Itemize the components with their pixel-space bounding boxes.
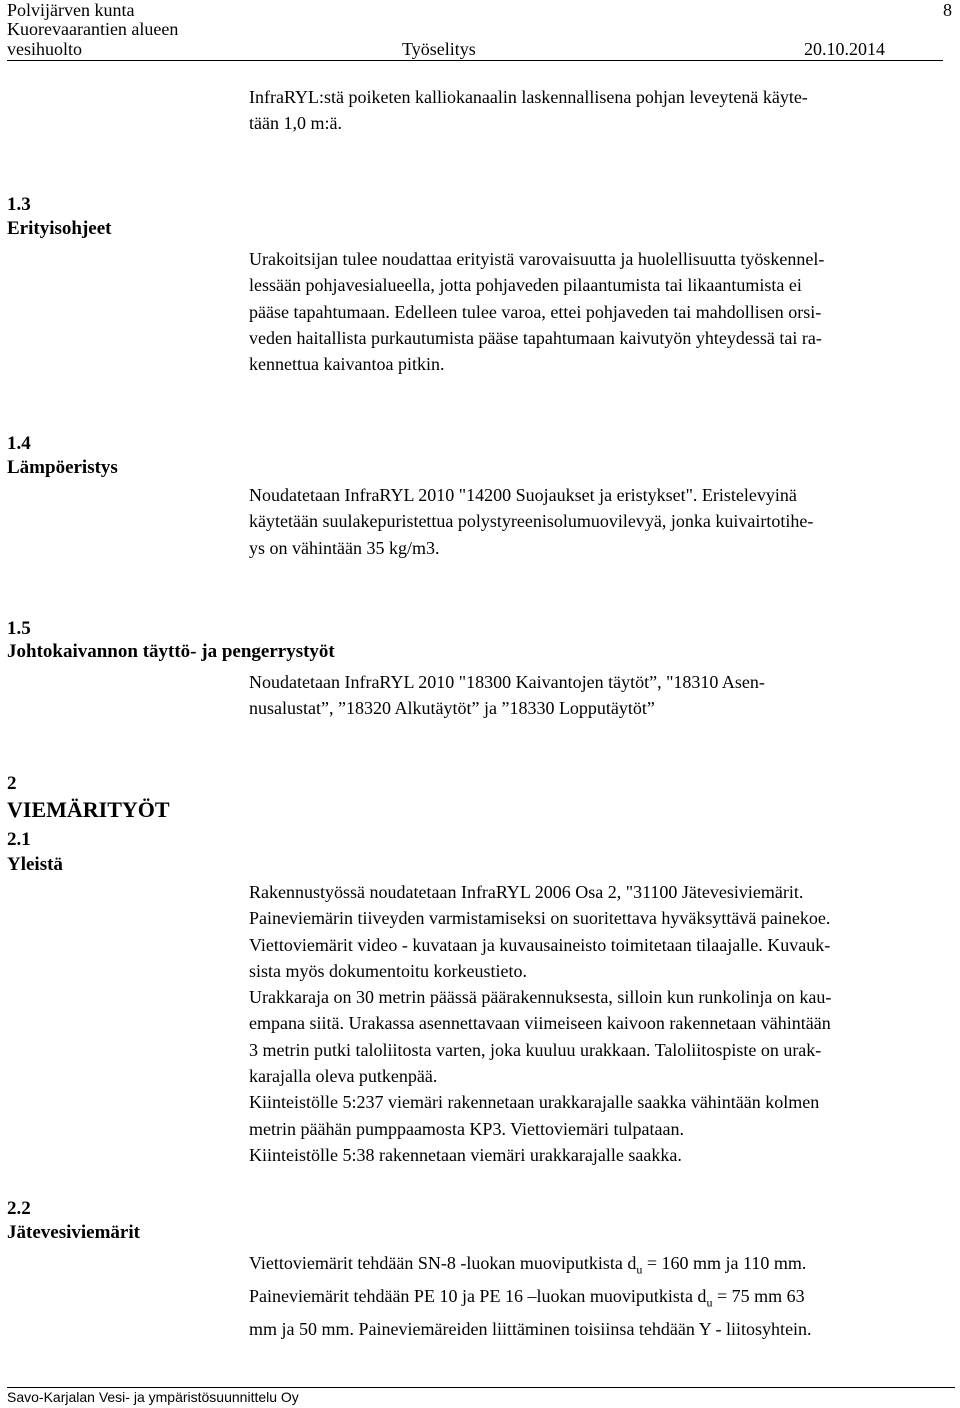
header-doc-type: Työselitys xyxy=(402,39,476,59)
section-2-1-number: 2.1 xyxy=(7,829,31,850)
section-2-1-title: Yleistä xyxy=(7,854,63,875)
header-date: 20.10.2014 xyxy=(804,39,885,59)
footer-company: Savo-Karjalan Vesi- ja ympäristösuunnittelu Oy xyxy=(7,1389,299,1405)
section-1-3-text: Urakoitsijan tulee noudattaa erityistä varovaisuutta ja huolellisuutta työskennel- lessään pohjavesialueella, jotta pohjaveden pilaantumista tai likaantumista ei pääse tapahtumaan. Edelleen tulee varoa, ettei pohjaveden tai mahdollisen orsi- veden haitallista purkautumista pääse tapahtumaan kaivutyön yhteydessä tai ra- kennettua kaivantoa pitkin. xyxy=(249,249,825,375)
header-divider xyxy=(7,60,943,61)
section-1-5-number: 1.5 xyxy=(7,618,31,639)
section-2-2-line-1: Viettoviemärit tehdään SN-8 -luokan muoviputkista $d_u = 160$ mm ja 110 mm. xyxy=(249,1253,807,1277)
section-1-4-title: Lämpöeristys xyxy=(7,457,118,478)
section-1-4-text: Noudatetaan InfraRYL 2010 "14200 Suojaukset ja eristykset". Eristelevyinä käytetään suulakepuristettua polystyreenisolumuovilevyä, jonka kuivairtotihe- ys on vähintään 35 kg/m3. xyxy=(249,485,814,558)
section-1-4-number: 1.4 xyxy=(7,433,31,454)
section-2-2-text xyxy=(249,1250,957,1342)
section-1-3-number: 1.3 xyxy=(7,194,31,215)
section-2-2-line-2: Paineviemärit tehdään PE 10 ja PE 16 –luokan muoviputkista $d_u = 75$ mm 63 xyxy=(249,1285,805,1310)
section-2-2-line-3: mm ja 50 mm. Paineviemäreiden liittäminen toisiinsa tehdään Y - liitosyhtein. xyxy=(249,1318,812,1339)
section-2-1-text: Rakennustyössä noudatetaan InfraRYL 2006 Osa 2, "31100 Jätevesiviemärit. Paineviemärin tiiveyden varmistamiseksi on suoritettava hyväksyttävä painekoe. Viettoviemärit video - kuvataan ja kuvausaineisto toimitetaan tilaajalle. Kuvauk- sista myös dokumentoitu korkeustieto. Urakkaraja on 30 metrin päässä päärakennuksesta, silloin kun runkolinja on kau- empana siitä. Urakassa asennettavaan viimeiseen kaivoon rakennetaan vähintään 3 metrin putki taloliitosta varten, joka kuuluu urakkaan. Taloliitospiste on urak- karajalla oleva putkenpää. Kiinteistölle 5:237 viemäri rakennetaan urakkarajalle saakka vähintään kolmen metrin päähän pumppaamosta KP3. Viettoviemäri tulpataan. Kiinteistölle 5:38 rakennetaan viemäri urakkarajalle saakka. xyxy=(249,882,832,1165)
chapter-2-number: 2 xyxy=(7,773,17,794)
section-1-5-text: Noudatetaan InfraRYL 2010 "18300 Kaivantojen täytöt”, "18310 Asen- nusalustat”, ”18320 Alkutäytöt” ja ”18330 Lopputäytöt” xyxy=(249,672,765,719)
section-1-3-title: Erityisohjeet xyxy=(7,218,112,239)
header-project: vesihuolto xyxy=(7,39,82,59)
header-municipality: Polvijärven kunta xyxy=(7,0,135,20)
section-1-5-title: Johtokaivannon täyttö- ja pengerrystyöt xyxy=(7,641,335,662)
page-number: 8 xyxy=(943,0,952,20)
intro-paragraph: InfraRYL:stä poiketen kalliokanaalin laskennallisena pohjan leveytenä käyte- tään 1,0 m:ä. xyxy=(249,87,808,134)
header-area: Kuorevaarantien alueen xyxy=(7,19,179,39)
chapter-2-title: VIEMÄRITYÖT xyxy=(7,797,170,822)
footer-divider xyxy=(7,1387,955,1388)
section-2-2-title: Jätevesiviemärit xyxy=(7,1222,140,1243)
section-2-2-number: 2.2 xyxy=(7,1198,31,1219)
